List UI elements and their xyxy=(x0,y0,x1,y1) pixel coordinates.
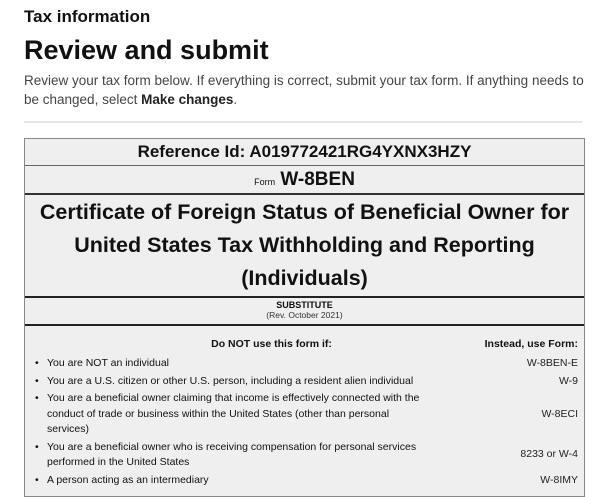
description-text: Review your tax form below. If everything is correct, submit your tax form. If anything needs to be changed, select xyxy=(24,73,584,107)
bullet-icon: • xyxy=(35,357,39,369)
item-text: You are a U.S. citizen or other U.S. person, including a resident alien individual xyxy=(47,374,414,387)
substitute-row xyxy=(25,298,584,326)
list-item xyxy=(25,473,584,489)
item-form: 8233 or W-4 xyxy=(520,448,578,461)
item-condition xyxy=(25,374,458,390)
reference-id: Reference Id: A019772421RG4YXNX3HZY xyxy=(25,139,584,166)
certificate-title: Certificate of Foreign Status of Beneficial Owner for United States Tax Withholding and Reporting (Individuals) xyxy=(25,195,584,298)
item-condition xyxy=(25,356,458,372)
item-text: A person acting as an intermediary xyxy=(47,473,209,486)
item-form: W-8ECI xyxy=(541,407,578,420)
form-label: Form xyxy=(254,177,276,187)
list-item xyxy=(25,440,584,471)
item-form: W-9 xyxy=(558,374,578,387)
list-item xyxy=(25,356,584,372)
list-header-right: Instead, use Form: xyxy=(484,338,578,350)
exclusion-list xyxy=(25,326,584,496)
revision-date: (Rev. October 2021) xyxy=(266,310,343,320)
bullet-icon: • xyxy=(35,374,39,387)
form-name-row xyxy=(25,166,584,195)
item-condition xyxy=(25,473,458,489)
divider xyxy=(24,121,582,123)
bullet-icon: • xyxy=(35,473,39,486)
form-name: W-8BEN xyxy=(280,169,355,190)
section-kicker: Tax information xyxy=(24,7,151,26)
item-condition xyxy=(25,391,458,438)
bullet-icon: • xyxy=(35,440,39,453)
substitute-label: SUBSTITUTE xyxy=(276,300,333,310)
item-text: You are a beneficial owner claiming that income is effectively connected with the conduct of trade or business within the United States (other than personal services) xyxy=(47,392,420,435)
description-suffix: . xyxy=(233,92,238,107)
item-form: W-8IMY xyxy=(540,473,578,486)
page-title: Review and submit xyxy=(24,35,269,65)
bullet-icon: • xyxy=(35,392,39,404)
list-item xyxy=(25,391,584,438)
item-form: W-8BEN-E xyxy=(526,357,578,369)
item-text: You are a beneficial owner who is receiving compensation for personal services performed in the United States xyxy=(47,440,417,468)
page-description xyxy=(24,71,584,109)
item-text: You are NOT an individual xyxy=(47,357,169,369)
make-changes-reference: Make changes xyxy=(141,92,234,107)
item-condition xyxy=(25,440,458,471)
tax-form-preview xyxy=(24,138,585,497)
list-header-left: Do NOT use this form if: xyxy=(211,338,332,350)
list-item xyxy=(25,374,584,390)
list-header xyxy=(25,334,584,354)
